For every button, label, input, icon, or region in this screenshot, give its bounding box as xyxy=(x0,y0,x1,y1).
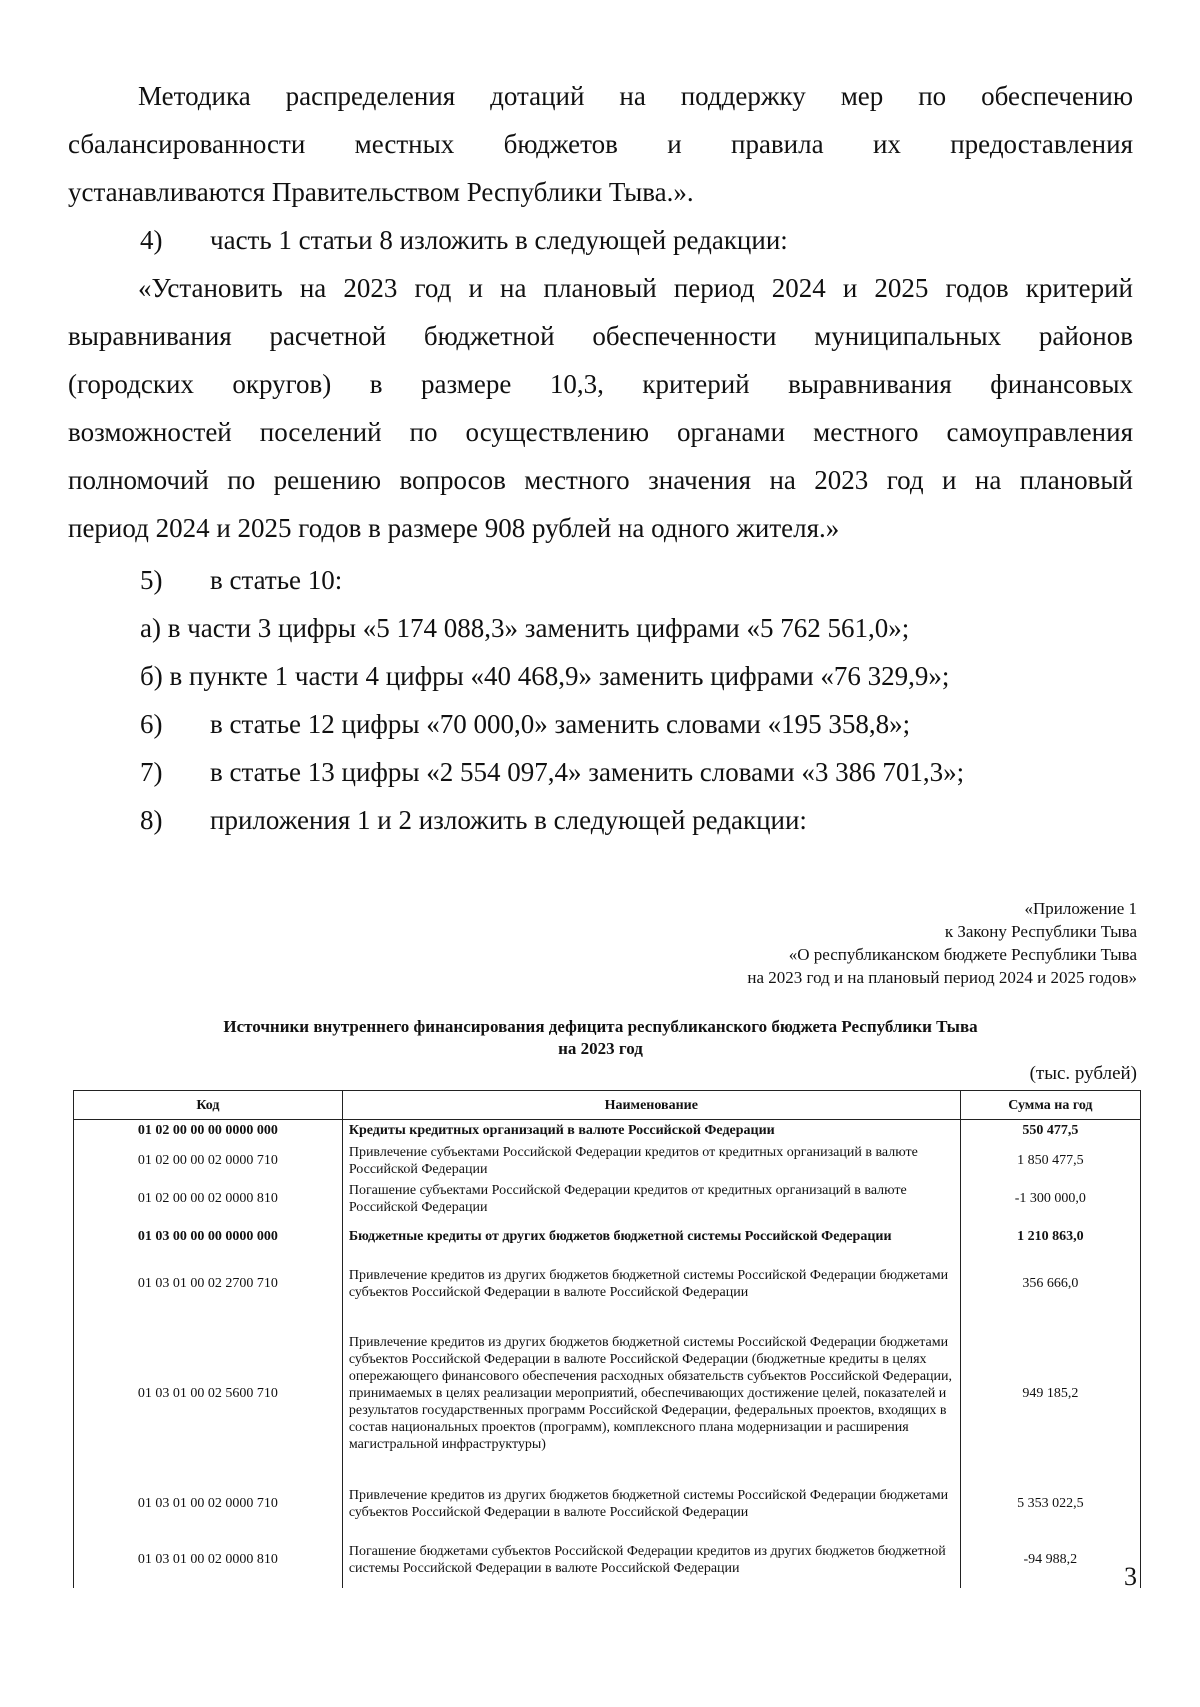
table-header-row xyxy=(74,1091,1141,1120)
unit-label: (тыс. рублей) xyxy=(1029,1063,1137,1084)
item-7-text: в статье 13 цифры «2 554 097,4» заменить словами «3 386 701,3»; xyxy=(210,757,965,787)
cell-code: 01 02 00 00 00 0000 000 xyxy=(74,1120,343,1142)
cell-name: Погашение субъектами Российской Федерации кредитов от кредитных организаций в валюте Российской Федерации xyxy=(342,1180,960,1218)
cell-name: Бюджетные кредиты от других бюджетов бюджетной системы Российской Федерации xyxy=(342,1218,960,1256)
table-row xyxy=(74,1180,1141,1218)
table-title-line-1: Источники внутреннего финансирования дефицита республиканского бюджета Республики Тыва xyxy=(223,1017,978,1036)
table-title-line-2: на 2023 год xyxy=(558,1039,643,1058)
cell-code: 01 02 00 00 02 0000 810 xyxy=(74,1180,343,1218)
cell-sum: 5 353 022,5 xyxy=(960,1476,1140,1532)
quote-paragraph xyxy=(68,264,1133,552)
quote-line-3: (городских округов) в размере 10,3, критерий выравнивания финансовых xyxy=(68,369,1133,399)
cell-code: 01 03 01 00 02 2700 710 xyxy=(74,1256,343,1312)
item-8-number: 8) xyxy=(140,805,163,835)
appendix-line-2: к Закону Республики Тыва xyxy=(944,922,1137,941)
cell-sum: 1 210 863,0 xyxy=(960,1218,1140,1256)
item-6 xyxy=(68,700,1133,748)
intro-line-1: Методика распределения дотаций на поддержку мер по обеспечению xyxy=(138,81,1133,111)
cell-sum: -94 988,2 xyxy=(960,1532,1140,1588)
appendix-line-4: на 2023 год и на плановый период 2024 и 2025 годов» xyxy=(747,968,1137,987)
item-7 xyxy=(68,748,1133,796)
cell-name: Привлечение кредитов из других бюджетов бюджетной системы Российской Федерации бюджетами субъектов Российской Федерации в валюте Российской Федерации xyxy=(342,1476,960,1532)
table-row xyxy=(74,1312,1141,1476)
header-code: Код xyxy=(74,1091,343,1120)
quote-line-1: «Установить на 2023 год и на плановый период 2024 и 2025 годов критерий xyxy=(138,273,1133,303)
cell-code: 01 03 01 00 02 0000 710 xyxy=(74,1476,343,1532)
cell-sum: -1 300 000,0 xyxy=(960,1180,1140,1218)
item-4-text: часть 1 статьи 8 изложить в следующей редакции: xyxy=(210,225,788,255)
table-row xyxy=(74,1476,1141,1532)
table-row xyxy=(74,1142,1141,1180)
item-8 xyxy=(68,796,1133,844)
cell-code: 01 03 01 00 02 0000 810 xyxy=(74,1532,343,1588)
cell-sum: 550 477,5 xyxy=(960,1120,1140,1142)
item-5 xyxy=(68,556,1133,604)
table-row xyxy=(74,1532,1141,1588)
cell-sum: 949 185,2 xyxy=(960,1312,1140,1476)
header-name: Наименование xyxy=(342,1091,960,1120)
item-5b: б) в пункте 1 части 4 цифры «40 468,9» заменить цифрами «76 329,9»; xyxy=(140,661,950,691)
item-4 xyxy=(68,216,1133,264)
cell-code: 01 03 01 00 02 5600 710 xyxy=(74,1312,343,1476)
item-5-text: в статье 10: xyxy=(210,565,343,595)
cell-sum: 1 850 477,5 xyxy=(960,1142,1140,1180)
table-title xyxy=(68,1016,1133,1060)
quote-line-5: полномочий по решению вопросов местного значения на 2023 год и на плановый xyxy=(68,465,1133,495)
quote-line-2: выравнивания расчетной бюджетной обеспеченности муниципальных районов xyxy=(68,321,1133,351)
intro-line-3: устанавливаются Правительством Республики Тыва.». xyxy=(68,177,694,207)
cell-sum: 356 666,0 xyxy=(960,1256,1140,1312)
table-row xyxy=(74,1120,1141,1142)
intro-paragraph xyxy=(68,72,1133,216)
cell-code: 01 03 00 00 00 0000 000 xyxy=(74,1218,343,1256)
quote-line-6: период 2024 и 2025 годов в размере 908 рублей на одного жителя.» xyxy=(68,513,840,543)
table-row xyxy=(74,1256,1141,1312)
cell-name: Погашение бюджетами субъектов Российской Федерации кредитов из других бюджетов бюджетной системы Российской Федерации в валюте Российской Федерации xyxy=(342,1532,960,1588)
cell-code: 01 02 00 00 02 0000 710 xyxy=(74,1142,343,1180)
cell-name: Привлечение кредитов из других бюджетов бюджетной системы Российской Федерации бюджетами субъектов Российской Федерации в валюте Российской Федерации xyxy=(342,1256,960,1312)
appendix-line-3: «О республиканском бюджете Республики Тыва xyxy=(788,945,1137,964)
cell-name: Привлечение кредитов из других бюджетов бюджетной системы Российской Федерации бюджетами субъектов Российской Федерации в валюте Российской Федерации (бюджетные кредиты в целях опережающего финансового обеспечения расходных обязательств субъектов Российской Федерации, принимаемых в целях реализации мероприятий, обеспечивающих достижение целей, показателей и результатов государственных программ Российской Федерации, федеральных проектов, входящих в состав национальных проектов (программ), комплексного плана модернизации и расширения магистральной инфраструктуры) xyxy=(342,1312,960,1476)
table-row xyxy=(74,1218,1141,1256)
item-5a: а) в части 3 цифры «5 174 088,3» заменить цифрами «5 762 561,0»; xyxy=(140,613,910,643)
cell-name: Кредиты кредитных организаций в валюте Российской Федерации xyxy=(342,1120,960,1142)
cell-name: Привлечение субъектами Российской Федерации кредитов от кредитных организаций в валюте Российской Федерации xyxy=(342,1142,960,1180)
item-5-number: 5) xyxy=(140,565,163,595)
appendix-header xyxy=(747,897,1137,989)
item-6-number: 6) xyxy=(140,709,163,739)
item-7-number: 7) xyxy=(140,757,163,787)
quote-line-4: возможностей поселений по осуществлению органами местного самоуправления xyxy=(68,417,1133,447)
sources-table xyxy=(73,1090,1141,1588)
item-8-text: приложения 1 и 2 изложить в следующей редакции: xyxy=(210,805,807,835)
appendix-line-1: «Приложение 1 xyxy=(1024,899,1137,918)
item-6-text: в статье 12 цифры «70 000,0» заменить словами «195 358,8»; xyxy=(210,709,911,739)
item-4-number: 4) xyxy=(140,225,163,255)
page-number: 3 xyxy=(1124,1562,1137,1591)
intro-line-2: сбалансированности местных бюджетов и правила их предоставления xyxy=(68,129,1133,159)
header-sum: Сумма на год xyxy=(960,1091,1140,1120)
